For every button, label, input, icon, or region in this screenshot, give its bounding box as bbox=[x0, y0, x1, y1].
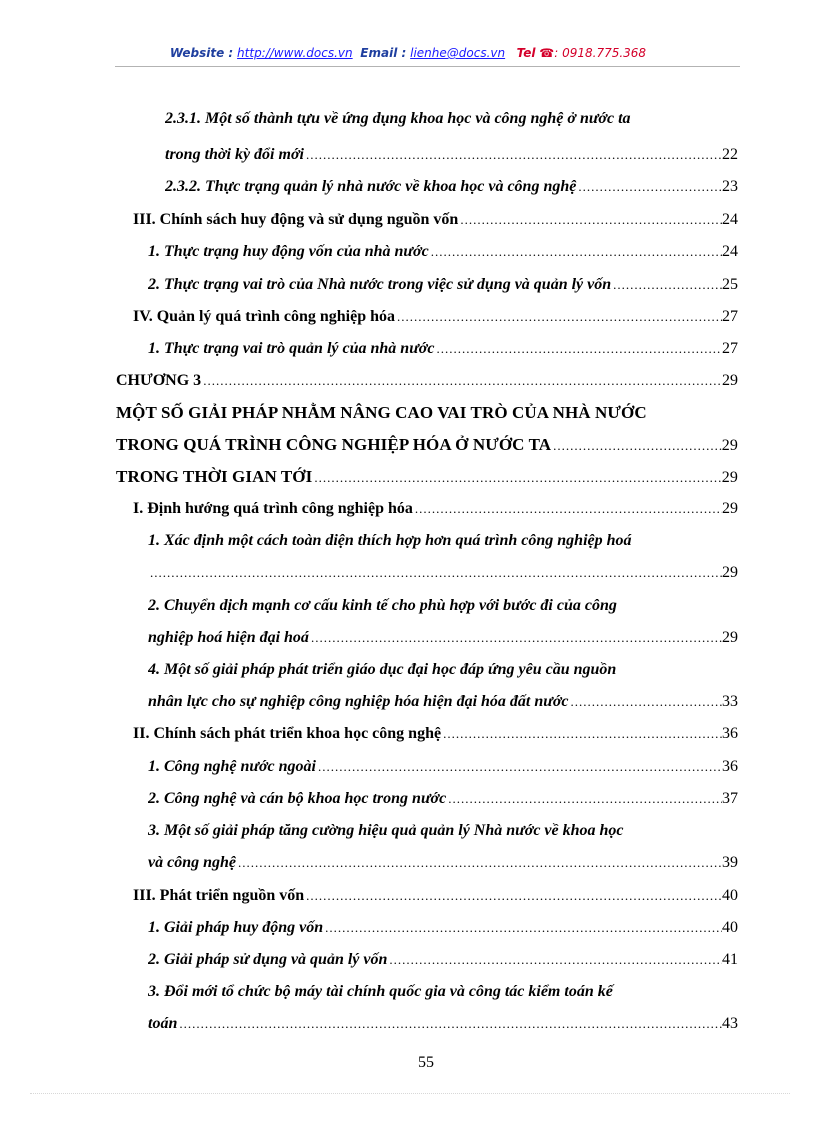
page-header bbox=[0, 46, 816, 60]
toc-chapter[interactable]: CHƯƠNG 3 ..... 29 bbox=[116, 366, 738, 396]
toc-page: 23 bbox=[722, 178, 738, 195]
toc-page: 29 bbox=[722, 629, 738, 646]
toc-chapter-title[interactable]: TRONG QUÁ TRÌNH CÔNG NGHIỆP HÓA Ở NƯỚC TA ..... 29 bbox=[116, 430, 738, 460]
toc-leader bbox=[177, 1009, 722, 1039]
toc-chapter-title[interactable]: MỘT SỐ GIẢI PHÁP NHẰM NÂNG CAO VAI TRÒ CỦA NHÀ NƯỚC bbox=[116, 403, 647, 422]
toc-leader bbox=[312, 463, 721, 492]
toc-leader bbox=[441, 719, 722, 749]
footer-divider bbox=[30, 1093, 790, 1094]
phone-icon: ☎ bbox=[539, 46, 555, 60]
toc-leader bbox=[611, 270, 722, 300]
page-number: 55 bbox=[418, 1054, 434, 1071]
toc-leader bbox=[551, 431, 722, 460]
toc-page: 29 bbox=[722, 564, 738, 581]
email-link[interactable]: lienhe@docs.vn bbox=[410, 46, 506, 60]
toc-leader bbox=[236, 848, 722, 878]
toc-entry[interactable]: 2.3.1. Một số thành tựu về ứng dụng khoa học và công nghệ ở nước ta bbox=[165, 110, 631, 127]
toc-page: 29 bbox=[721, 469, 738, 486]
toc-entry[interactable]: 1. Thực trạng vai trò quản lý của nhà nước ..... 27 bbox=[148, 334, 738, 364]
toc-page: 29 bbox=[721, 437, 738, 454]
toc-entry[interactable]: II. Chính sách phát triển khoa học công nghệ ..... 36 bbox=[133, 719, 738, 749]
toc-page: 25 bbox=[722, 276, 738, 293]
toc-entry[interactable]: IV. Quản lý quá trình công nghiệp hóa ..... 27 bbox=[133, 302, 738, 332]
toc-page: 33 bbox=[722, 693, 738, 710]
toc-entry[interactable]: 1. Thực trạng huy động vốn của nhà nước ..... 24 bbox=[148, 237, 738, 267]
toc-entry[interactable]: 1. Giải pháp huy động vốn ..... 40 bbox=[148, 913, 738, 943]
toc-entry[interactable] bbox=[148, 558, 738, 588]
toc-entry[interactable]: 3. Đổi mới tổ chức bộ máy tài chính quốc gia và công tác kiểm toán kế bbox=[148, 983, 613, 1000]
toc-entry[interactable]: trong thời kỳ đổi mới ..... 22 bbox=[165, 140, 738, 170]
toc-page: 40 bbox=[722, 919, 738, 936]
toc-leader bbox=[395, 302, 722, 332]
toc-leader bbox=[569, 687, 722, 717]
email-label: Email : bbox=[360, 46, 407, 60]
toc-entry[interactable]: 2. Thực trạng vai trò của Nhà nước trong việc sử dụng và quản lý vốn ..... 25 bbox=[148, 270, 738, 300]
toc-leader bbox=[434, 334, 722, 364]
toc-entry[interactable]: 2. Chuyển dịch mạnh cơ cấu kinh tế cho phù hợp với bước đi của công bbox=[148, 597, 617, 614]
toc-entry[interactable]: 1. Công nghệ nước ngoài ..... 36 bbox=[148, 752, 738, 782]
header-divider bbox=[115, 66, 740, 67]
tel-label: Tel bbox=[516, 46, 536, 60]
website-link[interactable]: http://www.docs.vn bbox=[237, 46, 353, 60]
toc-page: 29 bbox=[722, 500, 738, 517]
toc-page: 37 bbox=[722, 790, 738, 807]
toc-page: 22 bbox=[722, 146, 738, 163]
toc-entry[interactable]: 4. Một số giải pháp phát triển giáo dục đại học đáp ứng yêu cầu nguồn bbox=[148, 661, 617, 678]
toc-page: 24 bbox=[722, 211, 738, 228]
toc-page: 43 bbox=[722, 1015, 738, 1032]
toc-leader bbox=[429, 237, 722, 267]
toc-leader bbox=[576, 172, 722, 202]
toc-entry[interactable]: III. Phát triển nguồn vốn ..... 40 bbox=[133, 881, 738, 911]
toc-page: 41 bbox=[722, 951, 738, 968]
toc-page: 24 bbox=[722, 243, 738, 260]
toc-page: 29 bbox=[722, 372, 738, 389]
toc-page: 36 bbox=[722, 725, 738, 742]
toc-page: 27 bbox=[722, 340, 738, 357]
toc-entry[interactable]: toán ..... 43 bbox=[148, 1009, 738, 1039]
toc-entry[interactable]: I. Định hướng quá trình công nghiệp hóa ..... 29 bbox=[133, 494, 738, 524]
toc-entry[interactable]: nhân lực cho sự nghiệp công nghiệp hóa hiện đại hóa đất nước ..... 33 bbox=[148, 687, 738, 717]
toc-entry[interactable]: 1. Xác định một cách toàn diện thích hợp hơn quá trình công nghiệp hoá bbox=[148, 532, 632, 549]
toc-leader bbox=[201, 366, 722, 396]
toc-leader bbox=[446, 784, 722, 814]
toc-page: 40 bbox=[722, 887, 738, 904]
toc-entry[interactable]: và công nghệ ..... 39 bbox=[148, 848, 738, 878]
toc-chapter-title[interactable]: TRONG THỜI GIAN TỚI ..... 29 bbox=[116, 462, 738, 492]
toc-leader bbox=[323, 913, 722, 943]
toc-leader bbox=[458, 205, 722, 235]
toc-entry[interactable]: 2. Công nghệ và cán bộ khoa học trong nước ..... 37 bbox=[148, 784, 738, 814]
toc-entry[interactable]: 3. Một số giải pháp tăng cường hiệu quả quản lý Nhà nước về khoa học bbox=[148, 822, 624, 839]
tel-value: : 0918.775.368 bbox=[554, 46, 647, 60]
toc-leader bbox=[413, 494, 722, 524]
website-label: Website : bbox=[169, 46, 234, 60]
toc-leader bbox=[304, 881, 722, 911]
toc-leader bbox=[316, 752, 722, 782]
toc-leader bbox=[304, 140, 722, 170]
toc-entry[interactable]: nghiệp hoá hiện đại hoá ..... 29 bbox=[148, 623, 738, 653]
toc-page: 36 bbox=[722, 758, 738, 775]
toc-entry[interactable]: 2. Giải pháp sử dụng và quản lý vốn ..... 41 bbox=[148, 945, 738, 975]
toc-page: 39 bbox=[722, 854, 738, 871]
toc-leader bbox=[148, 558, 722, 588]
toc-page: 27 bbox=[722, 308, 738, 325]
toc-leader bbox=[309, 623, 722, 653]
toc-entry[interactable]: 2.3.2. Thực trạng quản lý nhà nước về khoa học và công nghệ ..... 23 bbox=[165, 172, 738, 202]
toc-leader bbox=[387, 945, 722, 975]
toc-entry[interactable]: III. Chính sách huy động và sử dụng nguồn vốn ..... 24 bbox=[133, 205, 738, 235]
